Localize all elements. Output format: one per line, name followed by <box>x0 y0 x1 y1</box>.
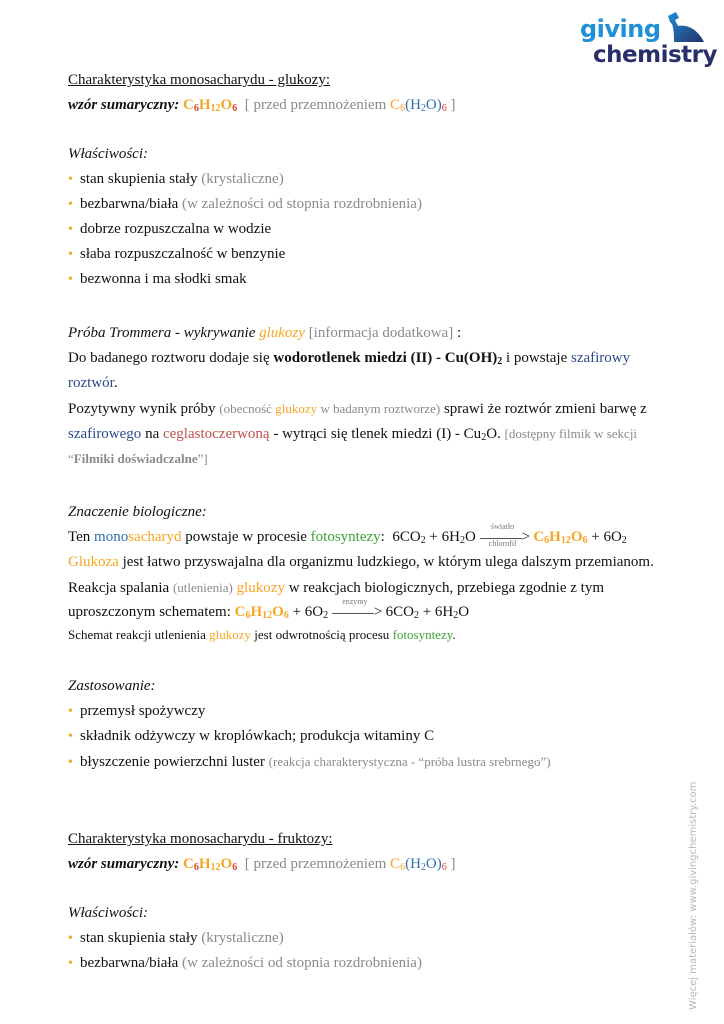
bullet-icon: • <box>68 247 73 262</box>
list-item: • bezwonna i ma słodki smak <box>68 267 668 292</box>
list-item: • przemysł spożywczy <box>68 699 668 724</box>
uses-list <box>68 699 668 774</box>
document-body <box>68 68 668 976</box>
bullet-icon: • <box>68 704 73 719</box>
trommer-heading: Próba Trommera - wykrywanie glukozy [informacja dodatkowa] : <box>68 325 462 341</box>
fructose-heading-text: Charakterystyka monosacharydu - fruktozy: <box>68 831 333 847</box>
fructose-properties-list <box>68 926 668 976</box>
list-item: • błyszczenie powierzchni luster (reakcja charakterystyczna - “próba lustra srebrnego”) <box>68 749 668 774</box>
glucose-formula: $C_6H_{12}O_6$ <box>183 97 238 114</box>
uses-heading: Zastosowanie: <box>68 678 156 694</box>
glucose-formula-line <box>68 93 668 118</box>
bullet-icon: • <box>68 729 73 744</box>
glucose-heading-text: Charakterystyka monosacharydu - glukozy: <box>68 72 331 88</box>
bullet-icon: • <box>68 172 73 187</box>
bullet-icon: • <box>68 272 73 287</box>
photosynthesis-line: Ten monosacharyd powstaje w procesie fotosyntezy: $6CO_2 + 6H_2O$ światło > chlorofil $C_6H_{12}O_6 + 6O_2$ <box>68 521 627 548</box>
bullet-icon: • <box>68 197 73 212</box>
bullet-icon: • <box>68 755 73 770</box>
logo-text-chemistry: chemistry <box>593 42 717 68</box>
formula-label: wzór sumaryczny: <box>68 97 180 113</box>
glucose-properties-heading: Właściwości: <box>68 146 148 162</box>
glucose-heading <box>68 68 668 93</box>
trommer-paragraph-2-cont: szafirowego na ceglastoczerwoną - wytrąci się tlenek miedzi $(I) - Cu_2O$. [dostępny filmik w sekcji <box>68 426 638 443</box>
trommer-video-note: “Filmiki doświadczalne”] <box>68 451 208 466</box>
list-item: • słaba rozpuszczalność w benzynie <box>68 242 668 267</box>
list-item: • dobrze rozpuszczalna w wodzie <box>68 217 668 242</box>
combustion-line: Reakcja spalania (utlenienia) glukozy w reakcjach biologicznych, przebiega zgodnie z tym <box>68 580 604 596</box>
list-item: • bezbarwna/biała (w zależności od stopnia rozdrobnienia) <box>68 192 668 217</box>
logo-text-giving: giving <box>580 15 661 43</box>
list-item: • stan skupienia stały (krystaliczne) <box>68 926 668 951</box>
glucose-absorption-line: Glukoza jest łatwo przyswajalna dla organizmu ludzkiego, w którym ulega dalszym przemianom. <box>68 554 654 570</box>
trommer-paragraph-2: Pozytywny wynik próby (obecność glukozy w badanym roztworze) sprawi że roztwór zmieni barwę z <box>68 401 647 417</box>
reaction-arrow-icon: enzymy > <box>332 606 382 620</box>
biology-heading: Znaczenie biologiczne: <box>68 504 207 520</box>
fructose-properties-heading: Właściwości: <box>68 905 148 921</box>
oxidation-note-line: Schemat reakcji utlenienia glukozy jest odwrotnością procesu fotosyntezy. <box>68 627 456 642</box>
combustion-equation-line: uproszczonym schematem: $C_6H_{12}O_6 + 6O_2$ enzymy > $6CO_2 + 6H_2O$ <box>68 596 470 621</box>
fructose-heading <box>68 827 668 852</box>
sidebar-website-text: Więcej materiałów: www.givingchemistry.com <box>688 781 699 1010</box>
trommer-paragraph-1: Do badanego roztworu dodaje się wodorotlenek miedzi $(II) - Cu(OH)_2$ i powstaje szafirowy <box>68 350 631 367</box>
flask-icon <box>660 12 710 44</box>
before-mult-note: [ przed przemnożeniem $C_6(H_2O)_6$ ] <box>244 97 456 114</box>
glucose-properties-list <box>68 167 668 292</box>
list-item: • bezbarwna/biała (w zależności od stopnia rozdrobnienia) <box>68 951 668 976</box>
bullet-icon: • <box>68 931 73 946</box>
bullet-icon: • <box>68 222 73 237</box>
photosynthesis-equation: $6CO_2 + 6H_2O$ światło > chlorofil $C_6H_{12}O_6 + 6O_2$ <box>392 521 627 548</box>
givingchemistry-logo <box>580 12 715 72</box>
trommer-paragraph-1-cont: roztwór. <box>68 375 118 391</box>
bullet-icon: • <box>68 956 73 971</box>
list-item: • składnik odżywczy w kroplówkach; produkcja witaminy C <box>68 724 668 749</box>
fructose-formula-line: wzór sumaryczny: $C_6H_{12}O_6$ [ przed przemnożeniem $C_6(H_2O)_6$ ] <box>68 856 456 873</box>
fructose-formula: $C_6H_{12}O_6$ <box>183 856 238 873</box>
list-item: • stan skupienia stały (krystaliczne) <box>68 167 668 192</box>
reaction-arrow-icon: światło > chlorofil <box>480 531 530 545</box>
